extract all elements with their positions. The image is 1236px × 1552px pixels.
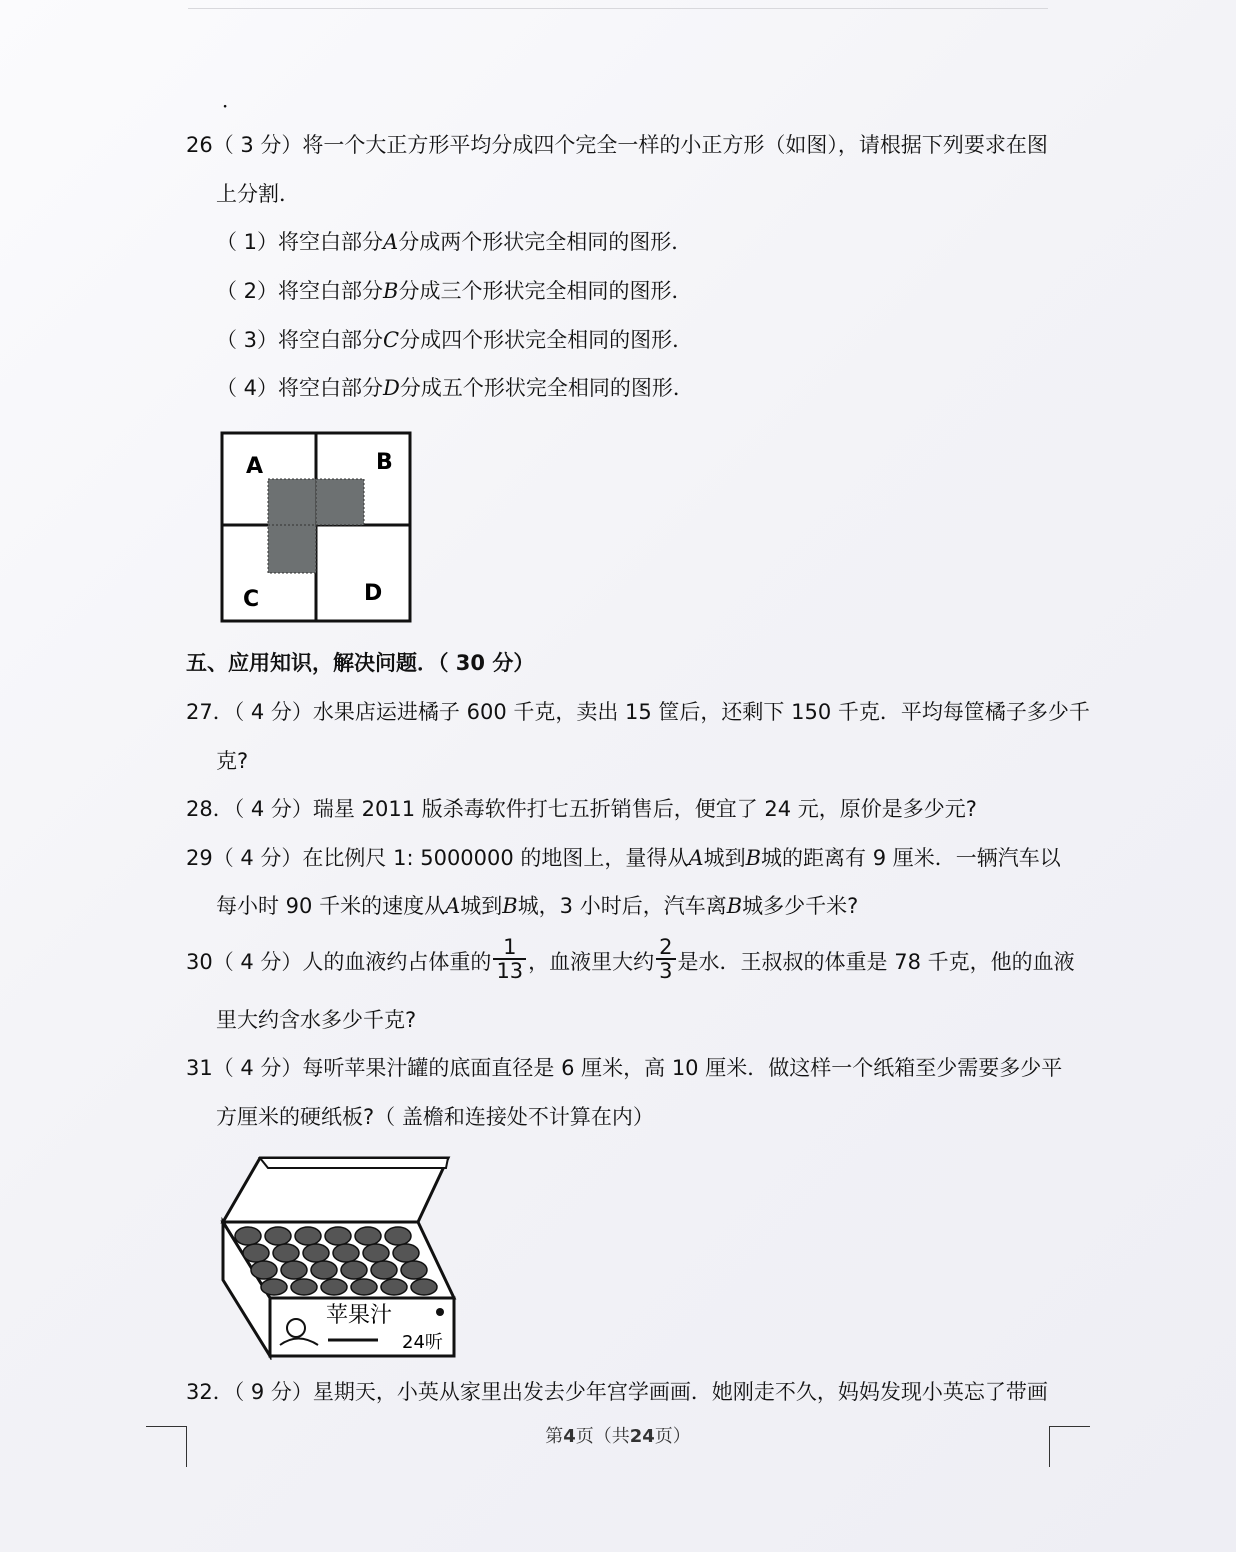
- q26-sub3-var: C: [383, 328, 400, 352]
- q26-sub1-var: A: [383, 230, 399, 254]
- q30-line1: [186, 935, 1075, 986]
- q26-sub4-pre: （ 4）将空白部分: [216, 376, 384, 400]
- figure-label-a: A: [246, 454, 264, 479]
- fraction-1-den: 13: [496, 959, 524, 983]
- section-5-heading: 五、应用知识，解决问题．（ 30 分）: [186, 651, 535, 675]
- juice-box-figure: [218, 1150, 458, 1360]
- q26-sub1: [216, 227, 692, 257]
- q26-sub3: [216, 325, 693, 355]
- q26-sub4-post: 分成五个形状完全相同的图形．: [399, 376, 694, 400]
- fraction-1-num: 1: [493, 936, 526, 960]
- q29-l2-var-b: B: [502, 894, 518, 918]
- footer-pre: 第: [545, 1426, 564, 1447]
- figure-label-c: C: [243, 587, 260, 612]
- q26-sub2-pre: （ 2）将空白部分: [216, 279, 384, 303]
- q29-l2-a: 每小时 90 千米的速度从: [216, 894, 446, 918]
- square-figure: [218, 429, 414, 625]
- q30-line2: 里大约含水多少千克?: [216, 1008, 417, 1032]
- q30-l1-a: 30（ 4 分）人的血液约占体重的: [186, 950, 492, 974]
- q26-sub3-post: 分成四个形状完全相同的图形．: [399, 328, 694, 352]
- q29-l2-c: 城，3 小时后，汽车离: [517, 894, 727, 918]
- q26-sub2-var: B: [383, 279, 399, 303]
- q29-l2-b: 城到: [460, 894, 503, 918]
- q29-line1: [186, 843, 1061, 873]
- figure-label-d: D: [364, 581, 383, 606]
- q29-l2-d: 城多少千米?: [742, 894, 859, 918]
- q26-line2: 上分割．: [216, 182, 300, 206]
- footer-post: 页）: [654, 1426, 691, 1447]
- q29-l1-var-a: A: [688, 846, 704, 870]
- q26-sub4-var: D: [383, 376, 400, 400]
- q29-l2-var-a: A: [445, 894, 461, 918]
- box-count: 24听: [402, 1332, 443, 1353]
- q26-sub1-post: 分成两个形状完全相同的图形．: [398, 230, 693, 254]
- page-footer: [0, 1422, 1236, 1448]
- q30-l1-c: 是水．王叔叔的体重是 78 千克，他的血液: [677, 950, 1075, 974]
- stray-dot: ．: [222, 88, 242, 112]
- q27-line2: 克?: [216, 749, 249, 773]
- fraction-two-thirds: [656, 936, 675, 982]
- footer-mid: 页（共: [575, 1426, 630, 1447]
- footer-page: 4: [563, 1426, 576, 1447]
- q32-line: 32．（ 9 分）星期天，小英从家里出发去少年宫学画画．她刚走不久，妈妈发现小英忘了带画: [186, 1380, 1048, 1404]
- q29-l2-var-b2: B: [726, 894, 743, 918]
- footer-total: 24: [629, 1426, 655, 1447]
- q31-line1: 31（ 4 分）每听苹果汁罐的底面直径是 6 厘米，高 10 厘米．做这样一个纸箱至少需要多少平: [186, 1056, 1063, 1080]
- fraction-2-den: 3: [659, 959, 673, 983]
- q26-sub2: [216, 276, 692, 306]
- figure-label-b: B: [376, 450, 393, 475]
- fraction-one-thirteenth: [493, 936, 526, 982]
- q31-line2: 方厘米的硬纸板?（ 盖檐和连接处不计算在内）: [216, 1105, 654, 1129]
- q27-line1: 27．（ 4 分）水果店运进橘子 600 千克，卖出 15 筐后，还剩下 150 千克．平均每筐橘子多少千: [186, 700, 1090, 724]
- q30-l1-b: ，血液里大约: [528, 950, 655, 974]
- q26-sub3-pre: （ 3）将空白部分: [216, 328, 384, 352]
- q26-sub4: [216, 373, 694, 403]
- q28-line: 28．（ 4 分）瑞星 2011 版杀毒软件打七五折销售后，便宜了 24 元，原价是多少元?: [186, 797, 977, 821]
- q26-sub1-pre: （ 1）将空白部分: [216, 230, 384, 254]
- q29-l1-var-b: B: [745, 846, 762, 870]
- fraction-2-num: 2: [656, 936, 675, 960]
- q29-l1-c: 城的距离有 9 厘米．一辆汽车以: [761, 846, 1061, 870]
- q29-l1-b: 城到: [703, 846, 746, 870]
- q29-l1-a: 29（ 4 分）在比例尺 1: 5000000 的地图上，量得从: [186, 846, 689, 870]
- q26-sub2-post: 分成三个形状完全相同的图形．: [398, 279, 693, 303]
- box-label: 苹果汁: [326, 1303, 393, 1328]
- top-rule: [188, 8, 1048, 9]
- q26-line1: 26（ 3 分）将一个大正方形平均分成四个完全一样的小正方形（如图），请根据下列要求在图: [186, 133, 1048, 157]
- q29-line2: [216, 891, 858, 921]
